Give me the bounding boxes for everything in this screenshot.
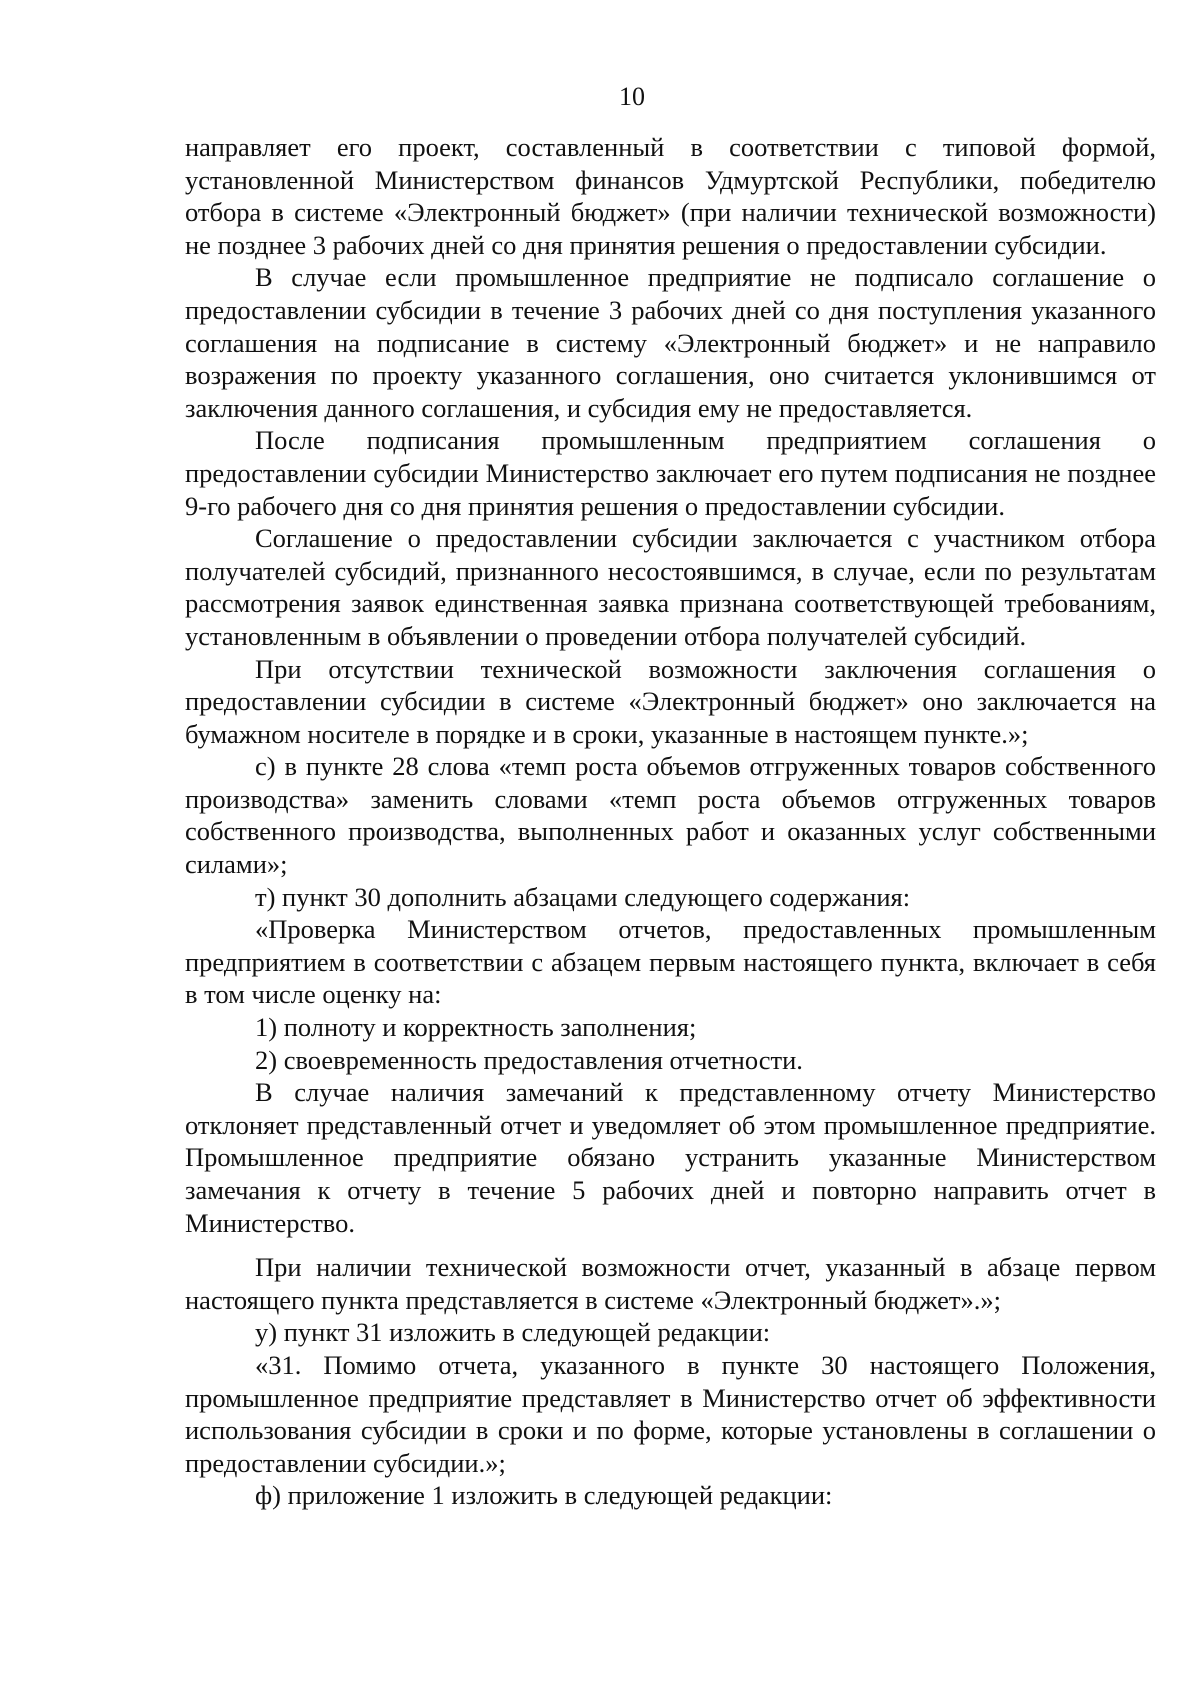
paragraph: «Проверка Министерством отчетов, предоставленных промышленным предприятием в соответствии с абзацем первым настоящего пункта, включает в себя в том числе оценку на: [185, 914, 1156, 1010]
paragraph: При наличии технической возможности отчет, указанный в абзаце первом настоящего пункта представляется в системе «Электронный бюджет».»; [185, 1252, 1156, 1315]
list-item: 2) своевременность предоставления отчетности. [255, 1044, 803, 1075]
paragraph: При отсутствии технической возможности заключения соглашения о предоставлении субсидии в системе «Электронный бюджет» оно заключается на бумажном носителе в порядке и в сроки, указанные в настоящем пункте.»; [185, 653, 1156, 749]
list-item: 1) полноту и корректность заполнения; [255, 1012, 697, 1043]
paragraph: т) пункт 30 дополнить абзацами следующего содержания: [255, 881, 911, 912]
page-number: 10 [619, 82, 645, 111]
paragraph: с) в пункте 28 слова «темп роста объемов отгруженных товаров собственного производства» заменить словами «темп роста объемов отгруженных товаров собственного производства, выполненных работ и оказанных услуг собственными силами»; [185, 751, 1156, 880]
paragraph: у) пункт 31 изложить в следующей редакции: [255, 1317, 771, 1348]
paragraph: В случае если промышленное предприятие не подписало соглашение о предоставлении субсидии в течение 3 рабочих дней со дня поступления указанного соглашения на подписание в систему «Электронный бюджет» и не направило возражения по проекту указанного соглашения, оно считается уклонившимся от заключения данного соглашения, и субсидия ему не предоставляется. [185, 262, 1156, 423]
paragraph: Соглашение о предоставлении субсидии заключается с участником отбора получателей субсидий, признанного несостоявшимся, в случае, если по результатам рассмотрения заявок единственная заявка признана соответствующей требованиям, установленным в объявлении о проведении отбора получателей субсидий. [185, 523, 1156, 651]
paragraph: В случае наличия замечаний к представленному отчету Министерство отклоняет представленный отчет и уведомляет об этом промышленное предприятие. Промышленное предприятие обязано устранить указанные Министерством замечания к отчету в течение 5 рабочих дней и повторно направить отчет в Министерство. [185, 1077, 1156, 1238]
paragraph: После подписания промышленным предприятием соглашения о предоставлении субсидии Министерство заключает его путем подписания не позднее 9-го рабочего дня со дня принятия решения о предоставлении субсидии. [185, 425, 1156, 521]
document-body [185, 131, 1156, 1512]
paragraph: ф) приложение 1 изложить в следующей редакции: [255, 1480, 833, 1511]
paragraph: «31. Помимо отчета, указанного в пункте 30 настоящего Положения, промышленное предприятие представляет в Министерство отчет об эффективности использования субсидии в сроки и по форме, которые установлены в соглашении о предоставлении субсидии.»; [185, 1349, 1156, 1478]
paragraph: направляет его проект, составленный в соответствии с типовой формой, установленной Министерством финансов Удмуртской Республики, победителю отбора в системе «Электронный бюджет» (при наличии технической возможности) не позднее 3 рабочих дней со дня принятия решения о предоставлении субсидии. [185, 132, 1156, 260]
